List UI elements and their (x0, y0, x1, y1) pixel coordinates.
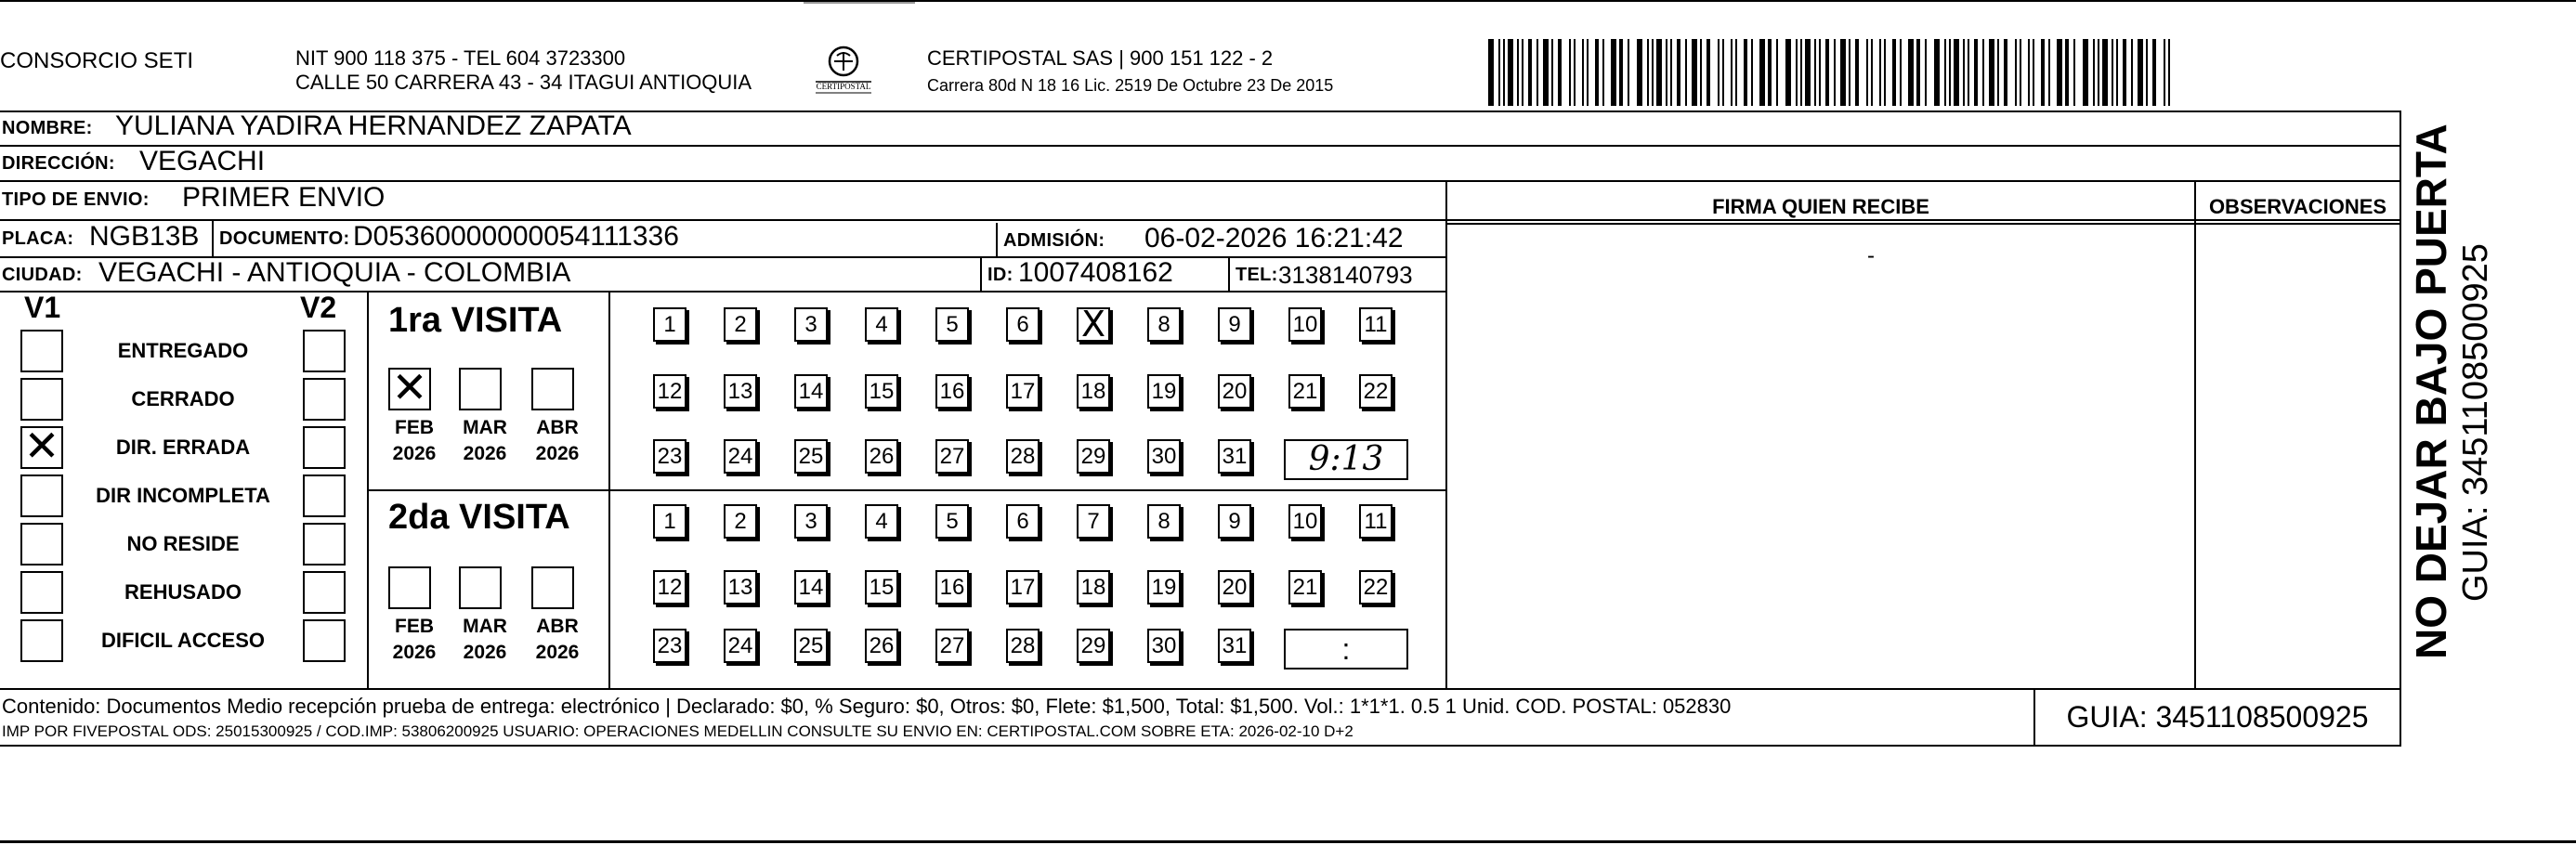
side-warning: NO DEJAR BAJO PUERTA (2407, 124, 2455, 659)
day-box[interactable]: 7 (1077, 504, 1110, 539)
day-box[interactable]: 14 (794, 374, 828, 409)
ciudad-value: VEGACHI - ANTIOQUIA - COLOMBIA (98, 257, 571, 288)
day-box[interactable]: 22 (1359, 374, 1393, 409)
barcode-bar (1916, 39, 1920, 106)
day-box[interactable]: 25 (794, 629, 828, 663)
ciudad-label: CIUDAD: (2, 265, 83, 285)
day-box[interactable]: 2 (724, 504, 757, 539)
day-box[interactable]: 24 (724, 629, 757, 663)
month-label: FEB (395, 616, 434, 637)
barcode-bar (2116, 39, 2118, 106)
barcode-bar (1677, 39, 1680, 106)
day-box[interactable]: 13 (724, 374, 757, 409)
barcode-bar (1849, 39, 1850, 106)
barcode-bar (1900, 39, 1902, 106)
day-box[interactable]: 5 (935, 307, 969, 342)
month-label: MAR (463, 417, 507, 438)
barcode-bar (1652, 39, 1654, 106)
day-box[interactable]: 20 (1218, 374, 1251, 409)
barcode-bar (1974, 39, 1978, 106)
address-line: CALLE 50 CARRERA 43 - 34 ITAGUI ANTIOQUIA (295, 71, 752, 94)
day-box[interactable]: 6 (1006, 504, 1040, 539)
month-checkbox[interactable] (531, 566, 574, 609)
year-label: 2026 (463, 443, 507, 464)
barcode-bar (1879, 39, 1881, 106)
status-label: REHUSADO (124, 580, 242, 604)
barcode-bar (1637, 39, 1642, 106)
v2-checkbox[interactable] (303, 619, 346, 662)
day-box[interactable]: 30 (1147, 439, 1181, 474)
barcode-bar (1840, 39, 1846, 106)
barcode-bar (1602, 39, 1604, 106)
barcode-bar (1619, 39, 1623, 106)
barcode-bar (2152, 39, 2156, 106)
barcode-bar (1574, 39, 1576, 106)
day-box[interactable]: 26 (865, 439, 898, 474)
day-box[interactable]: 27 (935, 629, 969, 663)
tel-value: 3138140793 (1278, 261, 1413, 289)
day-box[interactable]: 14 (794, 570, 828, 604)
month-check-mark: ✕ (391, 362, 428, 412)
day-box[interactable]: 9 (1218, 504, 1251, 539)
year-label: 2026 (535, 642, 580, 663)
visit2-title: 2da VISITA (388, 498, 570, 537)
barcode-bar (1569, 39, 1571, 106)
barcode-bar (1744, 39, 1747, 106)
v1-checkbox[interactable] (20, 378, 63, 421)
barcode-bar (1656, 39, 1662, 106)
certipostal-logo (810, 41, 877, 98)
day-box[interactable]: 11 (1359, 307, 1393, 342)
barcode-bar (2028, 39, 2030, 106)
barcode-bar (2168, 39, 2170, 106)
barcode-bar (1944, 39, 1946, 106)
barcode-bar (1685, 39, 1687, 106)
company-name: CONSORCIO SETI (0, 48, 194, 73)
day-box[interactable]: 1 (653, 307, 686, 342)
status-label: ENTREGADO (117, 339, 249, 362)
month-label: ABR (536, 417, 579, 438)
barcode-bar (1805, 39, 1811, 106)
day-box[interactable]: 18 (1077, 374, 1110, 409)
v2-label: V2 (300, 291, 337, 324)
barcode-bar (2020, 39, 2021, 106)
day-box[interactable]: 8 (1147, 307, 1181, 342)
barcode-bar (1776, 39, 1778, 106)
barcode-bar (1884, 39, 1886, 106)
day-box[interactable]: 16 (935, 374, 969, 409)
barcode-bar (1558, 39, 1562, 106)
barcode-bar (1517, 39, 1519, 106)
documento-value: D05360000000054111336 (353, 221, 679, 252)
barcode-bar (1989, 39, 1994, 106)
month-label: ABR (536, 616, 579, 637)
year-label: 2026 (392, 642, 437, 663)
day-box[interactable]: 10 (1288, 504, 1322, 539)
visit1-title: 1ra VISITA (388, 301, 563, 340)
year-label: 2026 (535, 443, 580, 464)
month-checkbox[interactable] (531, 368, 574, 410)
status-label: CERRADO (131, 387, 235, 410)
barcode-bar (1963, 39, 1965, 106)
carrier-line: CERTIPOSTAL SAS | 900 151 122 - 2 (927, 46, 1274, 70)
day-box[interactable]: 20 (1218, 570, 1251, 604)
barcode-bar (1503, 39, 1505, 106)
side-guia: GUIA: 3451108500925 (2456, 243, 2495, 602)
status-label: DIFICIL ACCESO (100, 629, 265, 652)
year-label: 2026 (392, 443, 437, 464)
admision-label: ADMISIÓN: (1003, 230, 1105, 251)
barcode-bar (1611, 39, 1616, 106)
day-box[interactable]: 31 (1218, 629, 1251, 663)
barcode-icon (1486, 39, 2174, 106)
day-box[interactable]: 12 (653, 374, 686, 409)
firma-header: FIRMA QUIEN RECIBE (1712, 195, 1929, 218)
day-box[interactable]: 25 (794, 439, 828, 474)
barcode-bar (2131, 39, 2133, 106)
barcode-bar (1587, 39, 1589, 106)
logo-text: CERTIPOSTAL (816, 82, 871, 91)
admision-value: 06-02-2026 16:21:42 (1144, 223, 1404, 254)
day-box[interactable]: 15 (865, 570, 898, 604)
v2-checkbox[interactable] (303, 426, 346, 469)
day-box[interactable]: 9 (1218, 307, 1251, 342)
barcode-bar (1595, 39, 1599, 106)
barcode-bar (1908, 39, 1914, 106)
status-label: NO RESIDE (126, 532, 240, 555)
documento-label: DOCUMENTO: (219, 228, 350, 249)
barcode-bar (1785, 39, 1791, 106)
day-box[interactable]: 3 (794, 307, 828, 342)
barcode-bar (2123, 39, 2126, 106)
v1-check-mark: ✕ (23, 421, 60, 471)
day-box[interactable]: 28 (1006, 439, 1040, 474)
id-label: ID: (987, 265, 1013, 285)
day-box[interactable]: 24 (724, 439, 757, 474)
v1-label: V1 (24, 291, 61, 324)
nit-line: NIT 900 118 375 - TEL 604 3723300 (295, 46, 626, 70)
barcode-bar (2004, 39, 2007, 106)
barcode-bar (1670, 39, 1672, 106)
day-box[interactable]: X (1077, 307, 1110, 342)
v1-checkbox[interactable] (20, 330, 63, 372)
day-box[interactable]: 15 (865, 374, 898, 409)
direccion-label: DIRECCIÓN: (2, 153, 115, 174)
month-label: FEB (395, 417, 434, 438)
time-box[interactable]: 9:13 (1284, 439, 1408, 480)
placa-value: NGB13B (89, 221, 200, 252)
barcode-bar (1855, 39, 1859, 106)
day-box[interactable]: 13 (724, 570, 757, 604)
day-box[interactable]: 21 (1288, 374, 1322, 409)
day-box[interactable]: 27 (935, 439, 969, 474)
tipo-label: TIPO DE ENVIO: (2, 189, 150, 210)
month-checkbox[interactable] (459, 566, 502, 609)
day-box[interactable]: 29 (1077, 629, 1110, 663)
day-box[interactable]: 10 (1288, 307, 1322, 342)
footer-guia: GUIA: 3451108500925 (2066, 700, 2369, 734)
day-box[interactable]: 26 (865, 629, 898, 663)
day-box[interactable]: 18 (1077, 570, 1110, 604)
day-box[interactable]: 2 (724, 307, 757, 342)
barcode-bar (1706, 39, 1710, 106)
barcode-bar (2041, 39, 2045, 106)
tipo-value: PRIMER ENVIO (182, 182, 386, 213)
barcode-bar (2146, 39, 2148, 106)
day-box[interactable]: 16 (935, 570, 969, 604)
barcode-bar (1551, 39, 1553, 106)
barcode-bar (1834, 39, 1836, 106)
year-label: 2026 (463, 642, 507, 663)
barcode-bar (2083, 39, 2088, 106)
barcode-bar (2112, 39, 2113, 106)
day-box[interactable]: 23 (653, 629, 686, 663)
barcode-bar (1735, 39, 1737, 106)
day-box[interactable]: 4 (865, 504, 898, 539)
barcode-bar (1814, 39, 1816, 106)
barcode-bar (1488, 39, 1494, 106)
barcode-bar (1522, 39, 1523, 106)
footer-imp: IMP POR FIVEPOSTAL ODS: 25015300925 / COD.IMP: 53806200925 USUARIO: OPERACIONES MEDELLIN CONSULTE SU ENVIO EN: CERTIPOSTAL.COM SOBRE ETA: 2026-02-10 D+2 (2, 722, 1353, 740)
direccion-value: VEGACHI (139, 146, 266, 176)
barcode-bar (2102, 39, 2108, 106)
barcode-bar (1722, 39, 1724, 106)
status-label: DIR INCOMPLETA (96, 484, 270, 507)
barcode-bar (1982, 39, 1984, 106)
day-box[interactable]: 19 (1147, 570, 1181, 604)
day-box[interactable]: 8 (1147, 504, 1181, 539)
barcode-bar (1700, 39, 1702, 106)
month-checkbox[interactable] (388, 566, 431, 609)
day-box[interactable]: 3 (794, 504, 828, 539)
barcode-bar (2073, 39, 2075, 106)
barcode-bar (2138, 39, 2143, 106)
tel-label: TEL: (1236, 265, 1278, 285)
barcode-bar (1892, 39, 1896, 106)
barcode-bar (1968, 39, 1969, 106)
barcode-bar (1498, 39, 1500, 106)
barcode-bar (1954, 39, 1959, 106)
barcode-bar (1819, 39, 1821, 106)
status-label: DIR. ERRADA (115, 436, 251, 459)
barcode-bar (1666, 39, 1667, 106)
barcode-bar (2015, 39, 2017, 106)
v2-checkbox[interactable] (303, 378, 346, 421)
day-box[interactable]: 23 (653, 439, 686, 474)
barcode-bar (1647, 39, 1649, 106)
v1-checkbox[interactable] (20, 619, 63, 662)
day-box[interactable]: 6 (1006, 307, 1040, 342)
barcode-bar (1825, 39, 1829, 106)
v2-checkbox[interactable] (303, 330, 346, 372)
barcode-bar (1628, 39, 1629, 106)
barcode-bar (1692, 39, 1697, 106)
day-box[interactable]: 28 (1006, 629, 1040, 663)
barcode-bar (1759, 39, 1765, 106)
day-box[interactable]: 29 (1077, 439, 1110, 474)
day-box[interactable]: 19 (1147, 374, 1181, 409)
day-box[interactable]: 22 (1359, 570, 1393, 604)
barcode-bar (1925, 39, 1927, 106)
barcode-bar (1796, 39, 1798, 106)
day-box[interactable]: 12 (653, 570, 686, 604)
day-box[interactable]: 17 (1006, 374, 1040, 409)
barcode-bar (1768, 39, 1772, 106)
day-box[interactable]: 4 (865, 307, 898, 342)
barcode-bar (2048, 39, 2050, 106)
placa-label: PLACA: (2, 228, 74, 249)
barcode-bar (1543, 39, 1549, 106)
barcode-bar (1718, 39, 1720, 106)
footer-contenido: Contenido: Documentos Medio recepción prueba de entrega: electrónico | Declarado: $0, % Seguro: $0, Otros: $0, Flete: $1,500, Total: $1,500. Vol.: 1*1*1. 0.5 1 Unid. COD. POSTAL: 052830 (2, 695, 1732, 718)
barcode-bar (2057, 39, 2062, 106)
day-box[interactable]: 21 (1288, 570, 1322, 604)
day-box[interactable]: 31 (1218, 439, 1251, 474)
barcode-bar (1871, 39, 1873, 106)
nombre-label: NOMBRE: (2, 118, 93, 138)
barcode-bar (2164, 39, 2165, 106)
day-box[interactable]: 5 (935, 504, 969, 539)
barcode-bar (1934, 39, 1940, 106)
barcode-bar (1582, 39, 1584, 106)
day-box[interactable]: 30 (1147, 629, 1181, 663)
barcode-bar (2033, 39, 2034, 106)
barcode-bar (2098, 39, 2099, 106)
v1-checkbox[interactable] (20, 474, 63, 517)
barcode-bar (1949, 39, 1951, 106)
day-box[interactable]: 17 (1006, 570, 1040, 604)
observaciones-header: OBSERVACIONES (2208, 195, 2387, 218)
day-box[interactable]: 1 (653, 504, 686, 539)
day-box[interactable]: 11 (1359, 504, 1393, 539)
barcode-bar (1866, 39, 1868, 106)
license-line: Carrera 80d N 18 16 Lic. 2519 De Octubre 23 De 2015 (927, 76, 1334, 95)
month-checkbox[interactable] (459, 368, 502, 410)
barcode-bar (1508, 39, 1513, 106)
month-label: MAR (463, 616, 507, 637)
barcode-bar (1751, 39, 1753, 106)
v2-checkbox[interactable] (303, 523, 346, 566)
v2-checkbox[interactable] (303, 571, 346, 614)
barcode-bar (1997, 39, 1999, 106)
id-value: 1007408162 (1018, 257, 1173, 288)
barcode-bar (1800, 39, 1802, 106)
firma-mark: - (1867, 243, 1875, 268)
barcode-bar (2093, 39, 2095, 106)
v2-checkbox[interactable] (303, 474, 346, 517)
barcode-bar (1528, 39, 1532, 106)
v1-checkbox[interactable] (20, 523, 63, 566)
v1-checkbox[interactable] (20, 571, 63, 614)
barcode-bar (2065, 39, 2069, 106)
barcode-bar (1731, 39, 1733, 106)
barcode-bar (1536, 39, 1538, 106)
nombre-value: YULIANA YADIRA HERNANDEZ ZAPATA (115, 110, 632, 141)
time-box[interactable]: : (1284, 629, 1408, 670)
